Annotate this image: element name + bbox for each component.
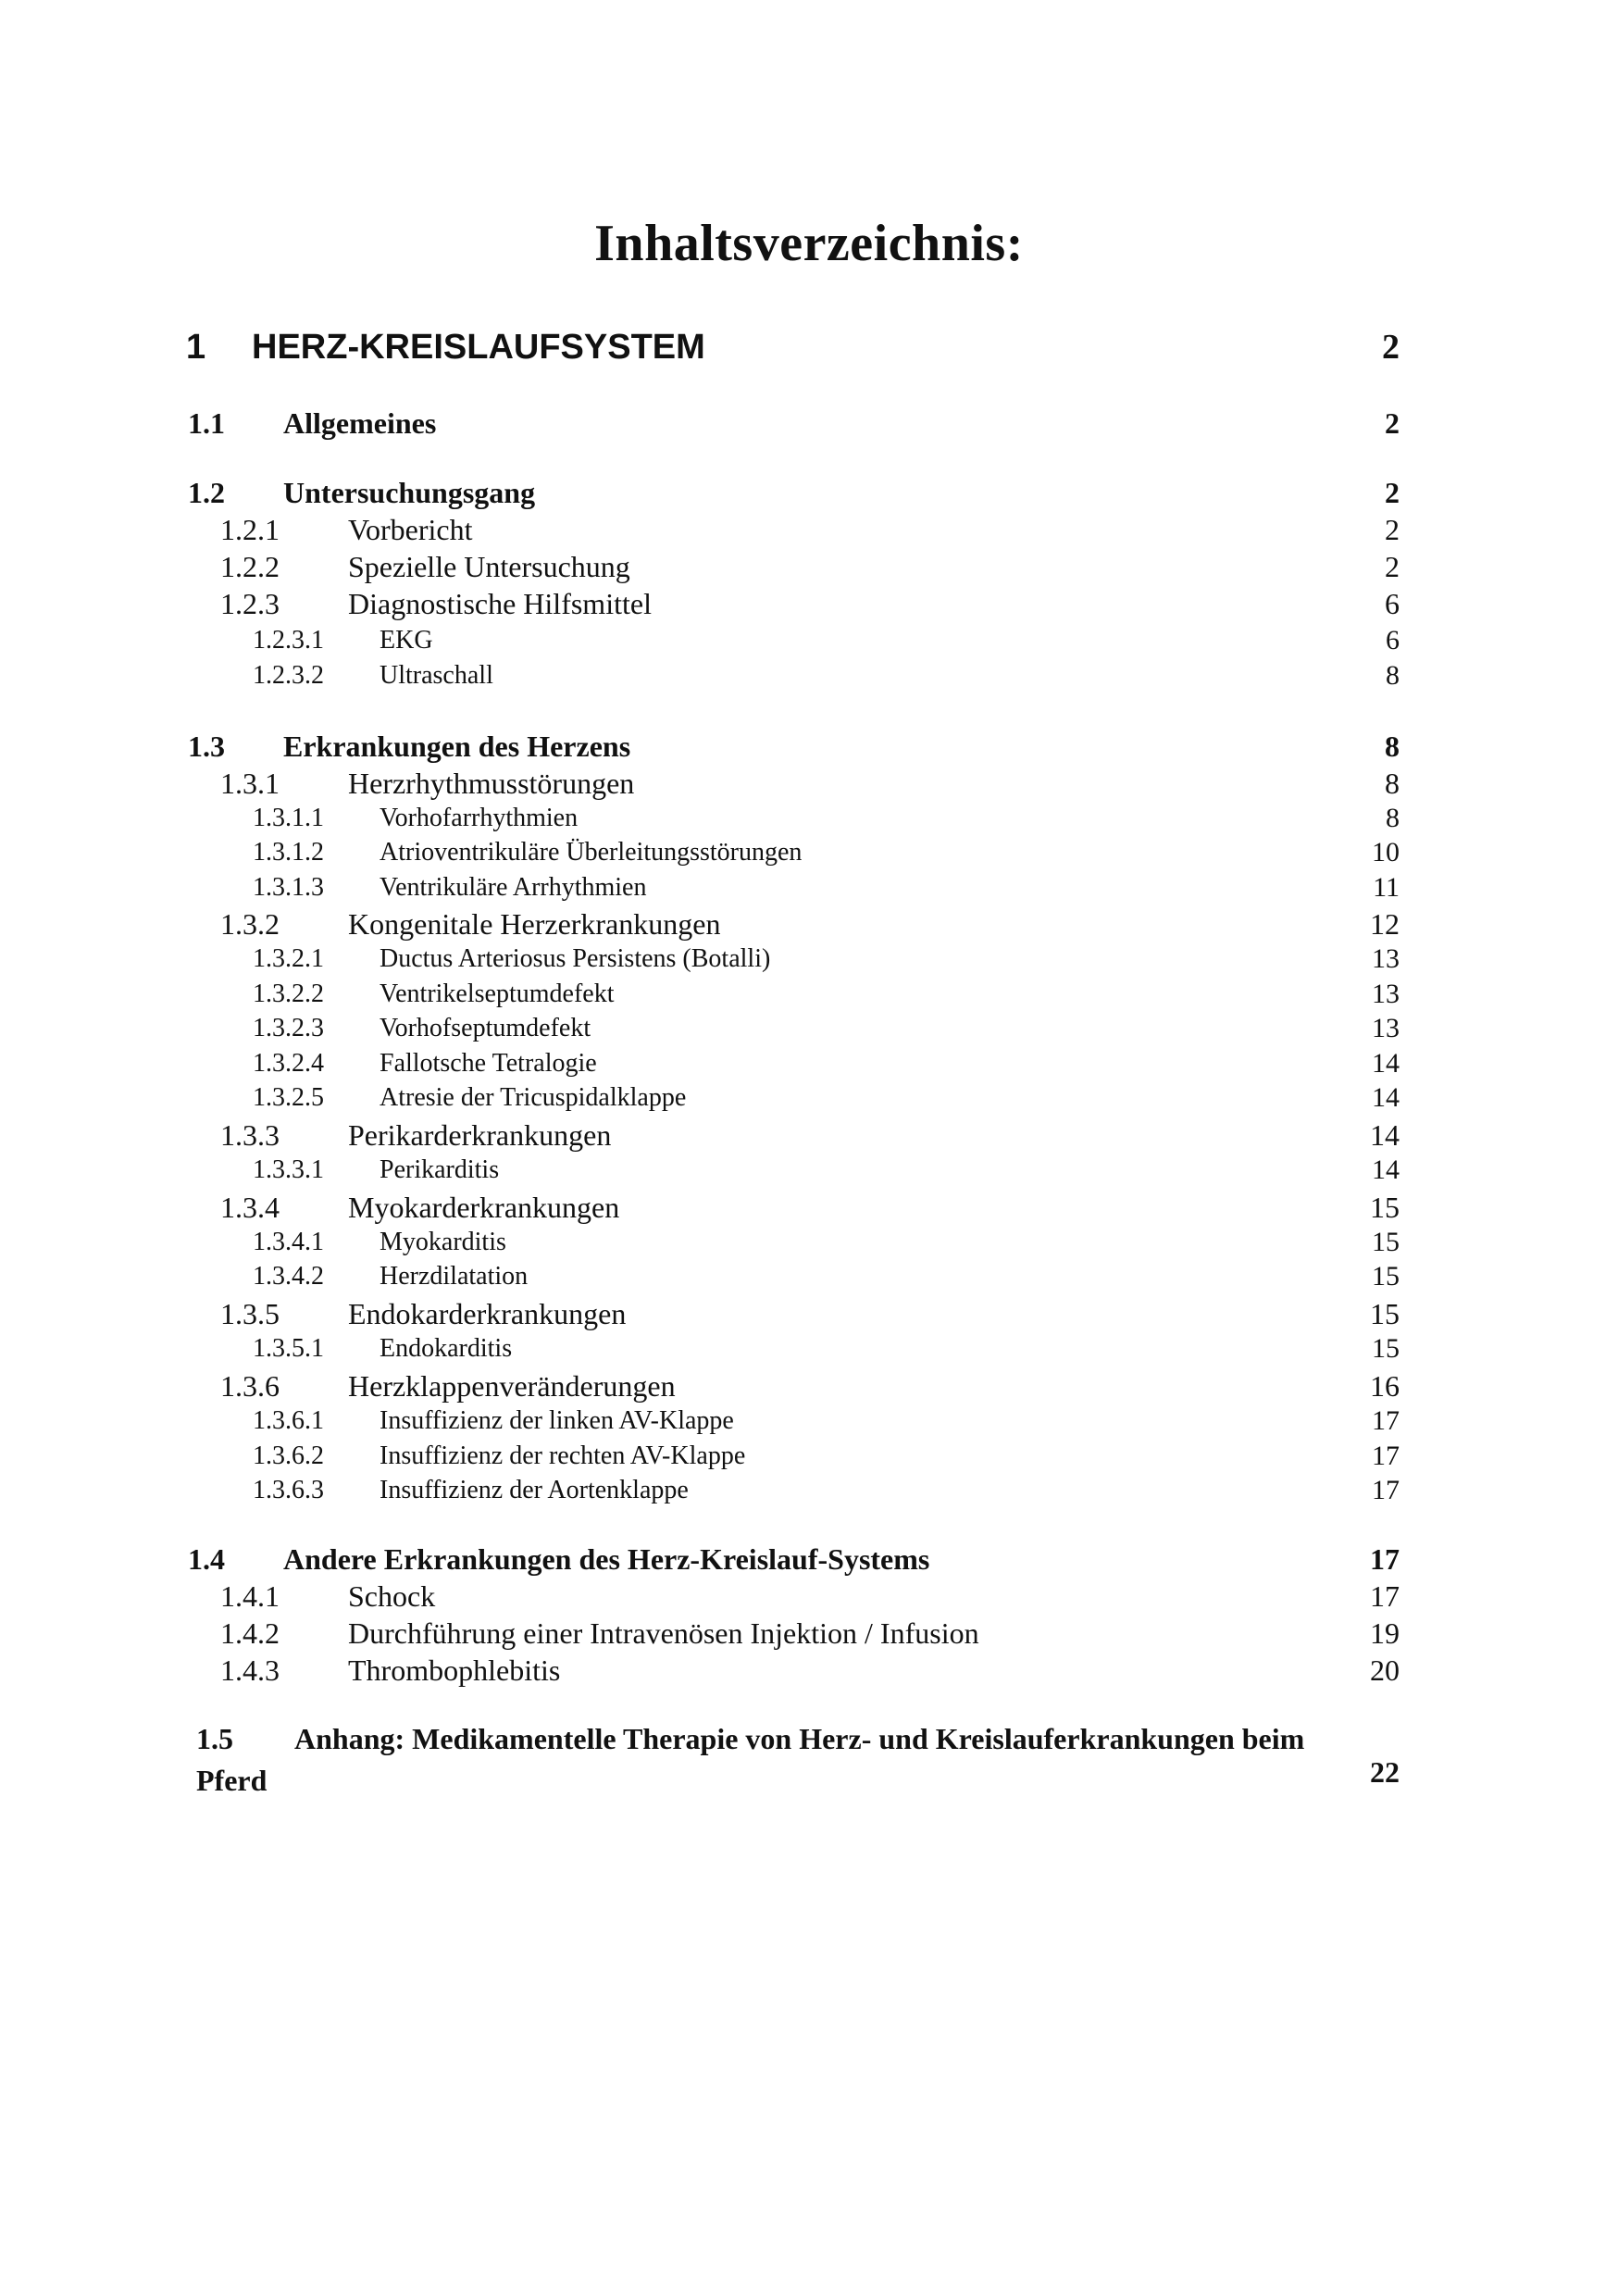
toc-entry [0, 624, 1618, 657]
toc-entry-number: 1.3.6.3 [253, 1476, 324, 1504]
toc-entry-page: 19 [1370, 1616, 1400, 1650]
toc-entry [0, 1652, 1618, 1689]
toc-entry-label: Ductus Arteriosus Persistens (Botalli) [380, 944, 771, 973]
toc-entry-page: 2 [1385, 513, 1400, 546]
toc-entry [0, 1541, 1618, 1578]
toc-entry-page: 20 [1370, 1653, 1400, 1687]
toc-entry [0, 728, 1618, 765]
toc-entry-page: 8 [1386, 660, 1400, 691]
toc-entry [0, 585, 1618, 622]
toc-entry-label: Perikarderkrankungen [348, 1118, 612, 1152]
toc-entry-number: 1.3.2.3 [253, 1014, 324, 1042]
toc-entry-number: 1.2.1 [220, 513, 280, 546]
toc-entry [0, 836, 1618, 869]
page-title: Inhaltsverzeichnis: [594, 215, 1024, 272]
toc-entry-page: 17 [1372, 1475, 1400, 1505]
toc-entry-number: 1.3.2.1 [253, 944, 324, 973]
toc-entry-number: 1.3.1.3 [253, 873, 324, 902]
toc-entry [0, 1295, 1618, 1332]
toc-entry-label: Ultraschall [380, 661, 493, 690]
toc-entry-appendix [196, 1718, 1400, 1802]
toc-entry-page: 15 [1372, 1333, 1400, 1364]
toc-entry-page: 8 [1385, 730, 1400, 763]
toc-entry-number: 1.3.1.2 [253, 838, 324, 867]
toc-entry-number: 1.3.6 [220, 1369, 280, 1403]
toc-entry-label: Endokarderkrankungen [348, 1297, 627, 1330]
toc-entry [0, 1260, 1618, 1293]
toc-entry-label: Vorbericht [348, 513, 473, 546]
toc-entry [0, 905, 1618, 942]
toc-entry-label: Endokarditis [380, 1334, 513, 1363]
toc-entry [0, 474, 1618, 511]
toc-entry-page: 6 [1385, 587, 1400, 620]
toc-entry-label: Myokarditis [380, 1228, 506, 1256]
toc-entry-page: 17 [1370, 1579, 1400, 1613]
toc-entry-number: 1.3.1 [220, 767, 280, 800]
toc-entry [0, 1047, 1618, 1080]
toc-entry [0, 978, 1618, 1011]
toc-entry-label: Atrioventrikuläre Überleitungsstörungen [380, 838, 803, 867]
toc-entry-number: 1.4.1 [220, 1579, 280, 1613]
toc-entry-label: Ventrikuläre Arrhythmien [380, 873, 647, 902]
toc-entry-number: 1.4.3 [220, 1653, 280, 1687]
toc-entry-page: 15 [1370, 1297, 1400, 1330]
toc-entry [0, 548, 1618, 585]
toc-entry-label: Perikarditis [380, 1155, 500, 1184]
toc-entry-number: 1.1 [188, 406, 225, 440]
toc-entry-label: Erkrankungen des Herzens [283, 730, 631, 763]
toc-entry-page: 17 [1370, 1542, 1400, 1576]
toc-entry-label: Untersuchungsgang [283, 476, 536, 509]
toc-entry-number: 1.3.6.2 [253, 1441, 324, 1470]
toc-entry-number: 1.3 [188, 730, 225, 763]
toc-entry-number: 1.4.2 [220, 1616, 280, 1650]
toc-entry-page: 14 [1370, 1118, 1400, 1152]
toc-entry-number: 1 [186, 328, 206, 367]
toc-entry-page: 8 [1385, 767, 1400, 800]
toc-entry-number: 1.3.4 [220, 1191, 280, 1224]
toc-entry [0, 1081, 1618, 1115]
toc-entry [0, 1474, 1618, 1507]
toc-entry-label: Schock [348, 1579, 436, 1613]
toc-entry-number: 1.3.5.1 [253, 1334, 324, 1363]
toc-entry [0, 1226, 1618, 1259]
toc-entry-number: 1.3.2.2 [253, 980, 324, 1008]
toc-entry [0, 511, 1618, 548]
toc-entry-page: 8 [1386, 803, 1400, 833]
toc-entry-number: 1.4 [188, 1542, 225, 1576]
toc-entry-label: HERZ-KREISLAUFSYSTEM [252, 328, 705, 367]
toc-entry-number: 1.2 [188, 476, 225, 509]
toc-entry-label: Allgemeines [283, 406, 437, 440]
toc-entry-label: Herzdilatation [380, 1262, 529, 1291]
toc-entry-page: 2 [1382, 328, 1400, 367]
toc-entry-page: 2 [1385, 476, 1400, 509]
toc-entry-page: 14 [1372, 1154, 1400, 1185]
toc-entry [0, 1367, 1618, 1404]
toc-entry-number: 1.5 [196, 1722, 233, 1755]
toc-entry [0, 324, 1618, 370]
toc-entry-page: 12 [1370, 907, 1400, 941]
toc-entry-label-line1: Anhang: Medikamentelle Therapie von Herz- und Kreislauferkrankungen beim [294, 1722, 1305, 1755]
toc-entry-page: 15 [1372, 1227, 1400, 1257]
toc-entry [0, 659, 1618, 693]
toc-entry [0, 1578, 1618, 1615]
toc-entry-page: 13 [1372, 943, 1400, 974]
toc-entry [0, 1154, 1618, 1187]
toc-entry-page: 17 [1372, 1405, 1400, 1436]
toc-entry [0, 942, 1618, 976]
toc-entry-page: 6 [1386, 625, 1400, 655]
toc-entry-label: Ventrikelseptumdefekt [380, 980, 615, 1008]
toc-entry-page: 10 [1372, 837, 1400, 867]
toc-entry-page: 2 [1385, 406, 1400, 440]
toc-entry-page: 13 [1372, 979, 1400, 1009]
toc-entry [0, 1012, 1618, 1045]
toc-entry-label: Vorhofarrhythmien [380, 804, 579, 832]
toc-entry [0, 1189, 1618, 1226]
toc-entry-page: 13 [1372, 1013, 1400, 1043]
toc-entry-page: 14 [1372, 1082, 1400, 1113]
toc-entry-label: Fallotsche Tetralogie [380, 1049, 597, 1078]
toc-entry-label: Kongenitale Herzerkrankungen [348, 907, 721, 941]
toc-entry-label: Andere Erkrankungen des Herz-Kreislauf-Systems [283, 1542, 930, 1576]
toc-entry-page: 15 [1370, 1191, 1400, 1224]
toc-entry-label: Atresie der Tricuspidalklappe [380, 1083, 687, 1112]
toc-entry [0, 802, 1618, 835]
toc-entry-number: 1.3.6.1 [253, 1406, 324, 1435]
toc-entry [0, 765, 1618, 802]
toc-entry-label: Myokarderkrankungen [348, 1191, 620, 1224]
toc-entry [0, 871, 1618, 905]
toc-entry-label-line2: Pferd [196, 1764, 268, 1797]
toc-entry-label: EKG [380, 626, 433, 655]
toc-entry-page: 16 [1370, 1369, 1400, 1403]
toc-entry [0, 1615, 1618, 1652]
toc-entry-label: Diagnostische Hilfsmittel [348, 587, 652, 620]
toc-entry [0, 1440, 1618, 1473]
toc-entry-number: 1.2.2 [220, 550, 280, 583]
toc-entry-number: 1.3.2 [220, 907, 280, 941]
toc-entry-label: Vorhofseptumdefekt [380, 1014, 591, 1042]
toc-entry [0, 1332, 1618, 1366]
toc-entry-number: 1.2.3 [220, 587, 280, 620]
toc-entry-number: 1.3.3 [220, 1118, 280, 1152]
toc-entry-number: 1.3.2.5 [253, 1083, 324, 1112]
toc-entry-number: 1.3.3.1 [253, 1155, 324, 1184]
toc-entry-label: Insuffizienz der rechten AV-Klappe [380, 1441, 746, 1470]
toc-entry-page: 14 [1372, 1048, 1400, 1079]
toc-entry-label: Durchführung einer Intravenösen Injektion / Infusion [348, 1616, 979, 1650]
toc-entry-page: 17 [1372, 1441, 1400, 1471]
toc-entry [0, 1117, 1618, 1154]
toc-entry-page: 11 [1373, 872, 1400, 903]
toc-entry-page: 22 [1370, 1755, 1400, 1789]
toc-entry-page: 15 [1372, 1261, 1400, 1292]
toc-entry-number: 1.3.5 [220, 1297, 280, 1330]
toc-entry-label: Thrombophlebitis [348, 1653, 561, 1687]
toc-entry-label: Herzrhythmusstörungen [348, 767, 635, 800]
toc-entry-number: 1.2.3.2 [253, 661, 324, 690]
toc-entry-number: 1.3.1.1 [253, 804, 324, 832]
toc-entry-number: 1.3.2.4 [253, 1049, 324, 1078]
toc-entry-number: 1.3.4.1 [253, 1228, 324, 1256]
toc-entry-number: 1.3.4.2 [253, 1262, 324, 1291]
toc-entry-label: Insuffizienz der linken AV-Klappe [380, 1406, 734, 1435]
toc-entry-label: Herzklappenveränderungen [348, 1369, 676, 1403]
toc-entry [0, 1404, 1618, 1438]
toc-entry-number: 1.2.3.1 [253, 626, 324, 655]
toc-entry [0, 405, 1618, 442]
toc-entry-page: 2 [1385, 550, 1400, 583]
toc-entry-label: Insuffizienz der Aortenklappe [380, 1476, 689, 1504]
toc-entry-label: Spezielle Untersuchung [348, 550, 630, 583]
